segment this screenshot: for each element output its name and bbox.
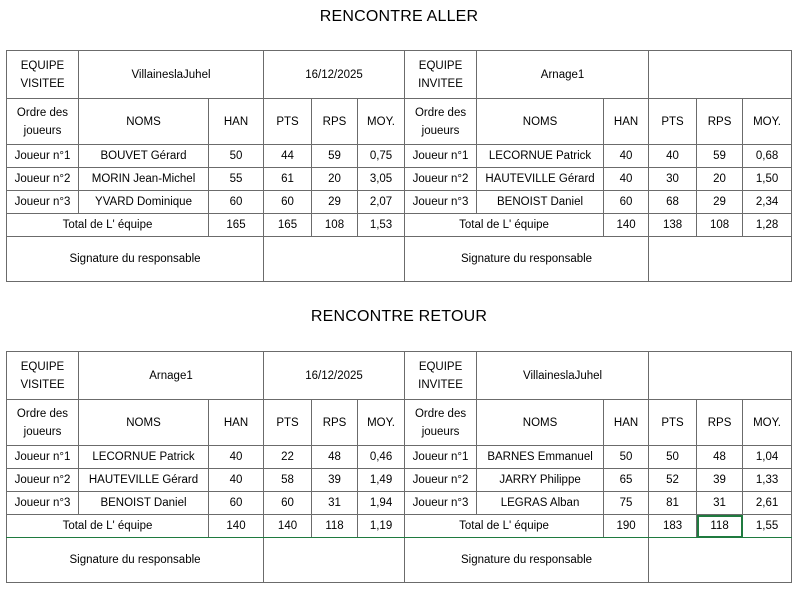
player-row (7, 469, 792, 492)
away-player-rps: 39 (697, 469, 743, 492)
away-han-header: HAN (604, 99, 649, 145)
home-total-han: 165 (209, 214, 264, 237)
home-pts-header: PTS (264, 99, 312, 145)
home-team-name: VillaineslaJuhel (79, 51, 264, 99)
home-moy-header: MOY. (358, 400, 405, 446)
away-player-name: LECORNUE Patrick (477, 145, 604, 168)
away-names-header: NOMS (477, 400, 604, 446)
away-team-name: VillaineslaJuhel (477, 352, 649, 400)
home-player-position: Joueur n°1 (7, 145, 79, 168)
away-team-name: Arnage1 (477, 51, 649, 99)
home-total-rps: 108 (312, 214, 358, 237)
away-total-pts: 183 (649, 515, 697, 538)
empty-cell (649, 51, 792, 99)
away-player-position: Joueur n°1 (405, 446, 477, 469)
total-row (7, 515, 792, 538)
home-player-position: Joueur n°1 (7, 446, 79, 469)
home-total-moy: 1,19 (358, 515, 405, 538)
home-signature-box (264, 237, 405, 282)
signature-row (7, 538, 792, 583)
away-player-moy: 1,04 (743, 446, 792, 469)
home-total-label: Total de L' équipe (7, 515, 209, 538)
home-moy-header: MOY. (358, 99, 405, 145)
home-total-label: Total de L' équipe (7, 214, 209, 237)
away-player-name: HAUTEVILLE Gérard (477, 168, 604, 191)
aller-table (6, 50, 792, 282)
home-player-rps: 20 (312, 168, 358, 191)
away-total-han: 190 (604, 515, 649, 538)
home-player-position: Joueur n°2 (7, 168, 79, 191)
home-label: EQUIPE VISITEE (7, 352, 79, 400)
away-signature-label: Signature du responsable (405, 237, 649, 282)
home-signature-label: Signature du responsable (7, 237, 264, 282)
home-player-moy: 1,49 (358, 469, 405, 492)
home-player-moy: 0,46 (358, 446, 405, 469)
home-order-header: Ordre des joueurs (7, 400, 79, 446)
away-pts-header: PTS (649, 400, 697, 446)
home-total-rps: 118 (312, 515, 358, 538)
home-han-header: HAN (209, 99, 264, 145)
away-player-pts: 68 (649, 191, 697, 214)
away-player-name: LEGRAS Alban (477, 492, 604, 515)
away-total-han: 140 (604, 214, 649, 237)
home-total-pts: 140 (264, 515, 312, 538)
away-player-moy: 2,61 (743, 492, 792, 515)
home-player-name: BOUVET Gérard (79, 145, 209, 168)
away-player-moy: 1,50 (743, 168, 792, 191)
home-team-name: Arnage1 (79, 352, 264, 400)
home-player-pts: 58 (264, 469, 312, 492)
away-player-position: Joueur n°3 (405, 191, 477, 214)
home-pts-header: PTS (264, 400, 312, 446)
home-player-name: LECORNUE Patrick (79, 446, 209, 469)
away-moy-header: MOY. (743, 99, 792, 145)
away-player-name: BENOIST Daniel (477, 191, 604, 214)
away-moy-header: MOY. (743, 400, 792, 446)
home-signature-label: Signature du responsable (7, 538, 264, 583)
away-pts-header: PTS (649, 99, 697, 145)
empty-cell (649, 352, 792, 400)
home-player-name: YVARD Dominique (79, 191, 209, 214)
away-player-pts: 30 (649, 168, 697, 191)
away-total-label: Total de L' équipe (405, 214, 604, 237)
away-player-rps: 59 (697, 145, 743, 168)
away-total-label: Total de L' équipe (405, 515, 604, 538)
home-total-han: 140 (209, 515, 264, 538)
home-names-header: NOMS (79, 400, 209, 446)
away-total-rps: 108 (697, 214, 743, 237)
away-signature-label: Signature du responsable (405, 538, 649, 583)
home-player-name: BENOIST Daniel (79, 492, 209, 515)
home-player-pts: 22 (264, 446, 312, 469)
home-player-han: 40 (209, 469, 264, 492)
home-rps-header: RPS (312, 99, 358, 145)
home-player-rps: 39 (312, 469, 358, 492)
total-row (7, 214, 792, 237)
away-order-header: Ordre des joueurs (405, 99, 477, 145)
home-player-pts: 61 (264, 168, 312, 191)
home-player-moy: 3,05 (358, 168, 405, 191)
home-player-position: Joueur n°2 (7, 469, 79, 492)
away-player-rps: 20 (697, 168, 743, 191)
away-player-pts: 52 (649, 469, 697, 492)
retour-table (6, 351, 792, 583)
player-row (7, 168, 792, 191)
away-label: EQUIPE INVITEE (405, 352, 477, 400)
aller-title: RENCONTRE ALLER (319, 8, 479, 25)
home-order-header: Ordre des joueurs (7, 99, 79, 145)
home-player-position: Joueur n°3 (7, 191, 79, 214)
header-row (7, 99, 792, 145)
player-row (7, 191, 792, 214)
home-signature-box (264, 538, 405, 583)
header-row (7, 400, 792, 446)
retour-title: RENCONTRE RETOUR (310, 308, 488, 325)
away-signature-box (649, 538, 792, 583)
home-player-han: 50 (209, 145, 264, 168)
home-player-rps: 48 (312, 446, 358, 469)
home-player-rps: 29 (312, 191, 358, 214)
away-player-pts: 81 (649, 492, 697, 515)
home-total-pts: 165 (264, 214, 312, 237)
match-date: 16/12/2025 (264, 51, 405, 99)
home-player-han: 55 (209, 168, 264, 191)
away-player-moy: 0,68 (743, 145, 792, 168)
away-signature-box (649, 237, 792, 282)
away-player-han: 75 (604, 492, 649, 515)
away-han-header: HAN (604, 400, 649, 446)
away-player-position: Joueur n°2 (405, 469, 477, 492)
home-player-rps: 59 (312, 145, 358, 168)
team-row (7, 352, 792, 400)
away-player-han: 60 (604, 191, 649, 214)
home-han-header: HAN (209, 400, 264, 446)
home-player-moy: 1,94 (358, 492, 405, 515)
signature-row (7, 237, 792, 282)
away-player-moy: 2,34 (743, 191, 792, 214)
away-order-header: Ordre des joueurs (405, 400, 477, 446)
home-player-position: Joueur n°3 (7, 492, 79, 515)
away-player-moy: 1,33 (743, 469, 792, 492)
away-player-position: Joueur n°3 (405, 492, 477, 515)
home-player-han: 60 (209, 492, 264, 515)
away-player-name: JARRY Philippe (477, 469, 604, 492)
home-player-name: MORIN Jean-Michel (79, 168, 209, 191)
away-names-header: NOMS (477, 99, 604, 145)
player-row (7, 446, 792, 469)
home-total-moy: 1,53 (358, 214, 405, 237)
away-total-rps: 118 (697, 515, 743, 538)
home-player-pts: 60 (264, 191, 312, 214)
away-player-pts: 50 (649, 446, 697, 469)
away-total-moy: 1,28 (743, 214, 792, 237)
home-player-rps: 31 (312, 492, 358, 515)
away-player-han: 65 (604, 469, 649, 492)
home-player-name: HAUTEVILLE Gérard (79, 469, 209, 492)
away-rps-header: RPS (697, 400, 743, 446)
player-row (7, 145, 792, 168)
home-player-han: 60 (209, 191, 264, 214)
away-player-pts: 40 (649, 145, 697, 168)
away-label: EQUIPE INVITEE (405, 51, 477, 99)
away-player-position: Joueur n°1 (405, 145, 477, 168)
home-player-moy: 0,75 (358, 145, 405, 168)
home-player-han: 40 (209, 446, 264, 469)
away-player-position: Joueur n°2 (405, 168, 477, 191)
away-total-moy: 1,55 (743, 515, 792, 538)
home-names-header: NOMS (79, 99, 209, 145)
away-player-han: 50 (604, 446, 649, 469)
away-player-rps: 48 (697, 446, 743, 469)
away-total-pts: 138 (649, 214, 697, 237)
player-row (7, 492, 792, 515)
team-row (7, 51, 792, 99)
home-player-pts: 44 (264, 145, 312, 168)
away-player-rps: 31 (697, 492, 743, 515)
away-player-han: 40 (604, 145, 649, 168)
away-rps-header: RPS (697, 99, 743, 145)
match-date: 16/12/2025 (264, 352, 405, 400)
home-rps-header: RPS (312, 400, 358, 446)
home-player-pts: 60 (264, 492, 312, 515)
away-player-rps: 29 (697, 191, 743, 214)
away-player-name: BARNES Emmanuel (477, 446, 604, 469)
home-label: EQUIPE VISITEE (7, 51, 79, 99)
home-player-moy: 2,07 (358, 191, 405, 214)
away-player-han: 40 (604, 168, 649, 191)
